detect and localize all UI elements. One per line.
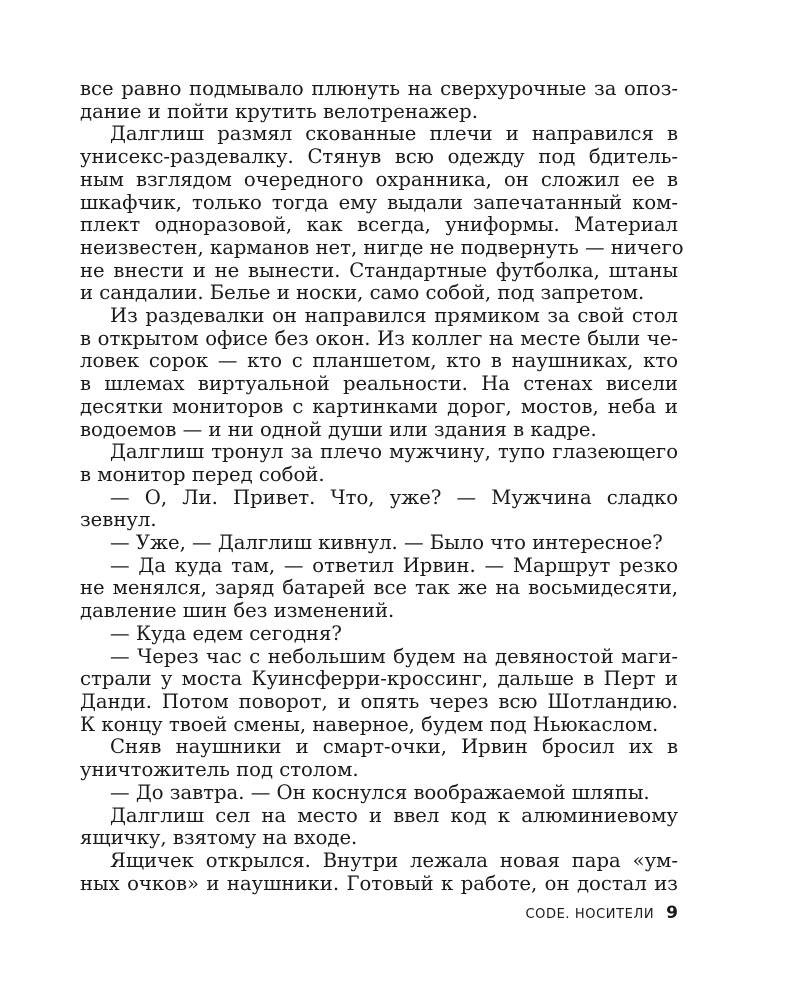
text-line: Ящичек открылся. Внутри лежала новая пара «ум- bbox=[110, 848, 678, 872]
text-line: — О, Ли. Привет. Что, уже? — Мужчина сладко bbox=[110, 485, 678, 509]
text-line: Далглиш сел на место и ввел код к алюминиевому bbox=[110, 803, 678, 827]
text-line: не менялся, заряд батарей все так же на восьмидесяти, bbox=[80, 576, 678, 600]
text-line: К концу твоей смены, наверное, будем под Ньюкаслом. bbox=[80, 712, 659, 736]
body-text bbox=[80, 77, 684, 895]
text-line: Сняв наушники и смарт-очки, Ирвин бросил их в bbox=[110, 735, 678, 759]
text-line: зевнул. bbox=[80, 508, 157, 532]
text-line: не внести и не вынести. Стандартные футболка, штаны bbox=[80, 258, 678, 282]
text-line: неизвестен, карманов нет, нигде не подвернуть — ничего bbox=[80, 235, 684, 259]
text-line: Далглиш тронул за плечо мужчину, тупо глазеющего bbox=[110, 440, 678, 464]
text-line: — Через час с небольшим будем на девяностой маги- bbox=[110, 644, 678, 668]
text-line: ных очков» и наушники. Готовый к работе, он достал из bbox=[80, 871, 678, 895]
text-line: водоемов — и ни одной души или здания в кадре. bbox=[80, 417, 597, 441]
text-line: плект одноразовой, как всегда, униформы. Материал bbox=[80, 213, 678, 237]
text-line: — Уже, — Далглиш кивнул. — Было что интересное? bbox=[110, 531, 663, 555]
text-line: в монитор перед собой. bbox=[80, 462, 325, 486]
text-line: ным взглядом очередного охранника, он сложил ее в bbox=[80, 167, 678, 191]
text-line: и сандалии. Белье и носки, само собой, под запретом. bbox=[80, 281, 645, 305]
text-line: Далглиш размял скованные плечи и направился в bbox=[110, 122, 678, 146]
running-head: CODE. НОСИТЕЛИ bbox=[525, 907, 655, 922]
text-line: — До завтра. — Он коснулся воображаемой шляпы. bbox=[110, 780, 650, 804]
text-line: в открытом офисе без окон. Из коллег на месте были че- bbox=[80, 326, 678, 350]
text-line: уничтожитель под столом. bbox=[80, 758, 359, 782]
text-line: давление шин без изменений. bbox=[80, 599, 395, 623]
text-line: Из раздевалки он направился прямиком за свой стол bbox=[110, 304, 678, 328]
page-footer bbox=[525, 903, 678, 929]
text-line: все равно подмывало плюнуть на сверхурочные за опоз- bbox=[80, 77, 678, 100]
text-line: ловек сорок — кто с планшетом, кто в наушниках, кто bbox=[80, 349, 678, 373]
text-line: в шлемах виртуальной реальности. На стенах висели bbox=[80, 372, 678, 396]
text-line: десятки мониторов с картинками дорог, мостов, неба и bbox=[80, 394, 678, 418]
text-line: — Да куда там, — ответил Ирвин. — Маршрут резко bbox=[110, 553, 678, 577]
text-line: унисекс-раздевалку. Стянув всю одежду под бдитель- bbox=[80, 145, 678, 169]
text-line: — Куда едем сегодня? bbox=[110, 621, 342, 645]
page-number: 9 bbox=[666, 903, 678, 923]
text-line: дание и пойти крутить велотренажер. bbox=[80, 99, 478, 123]
text-line: ящичку, взятому на входе. bbox=[80, 826, 358, 850]
text-line: страли у моста Куинсферри-кроссинг, дальше в Перт и bbox=[80, 667, 678, 691]
text-line: шкафчик, только тогда ему выдали запечатанный ком- bbox=[80, 190, 678, 214]
text-line: Данди. Потом поворот, и опять через всю Шотландию. bbox=[80, 689, 678, 713]
